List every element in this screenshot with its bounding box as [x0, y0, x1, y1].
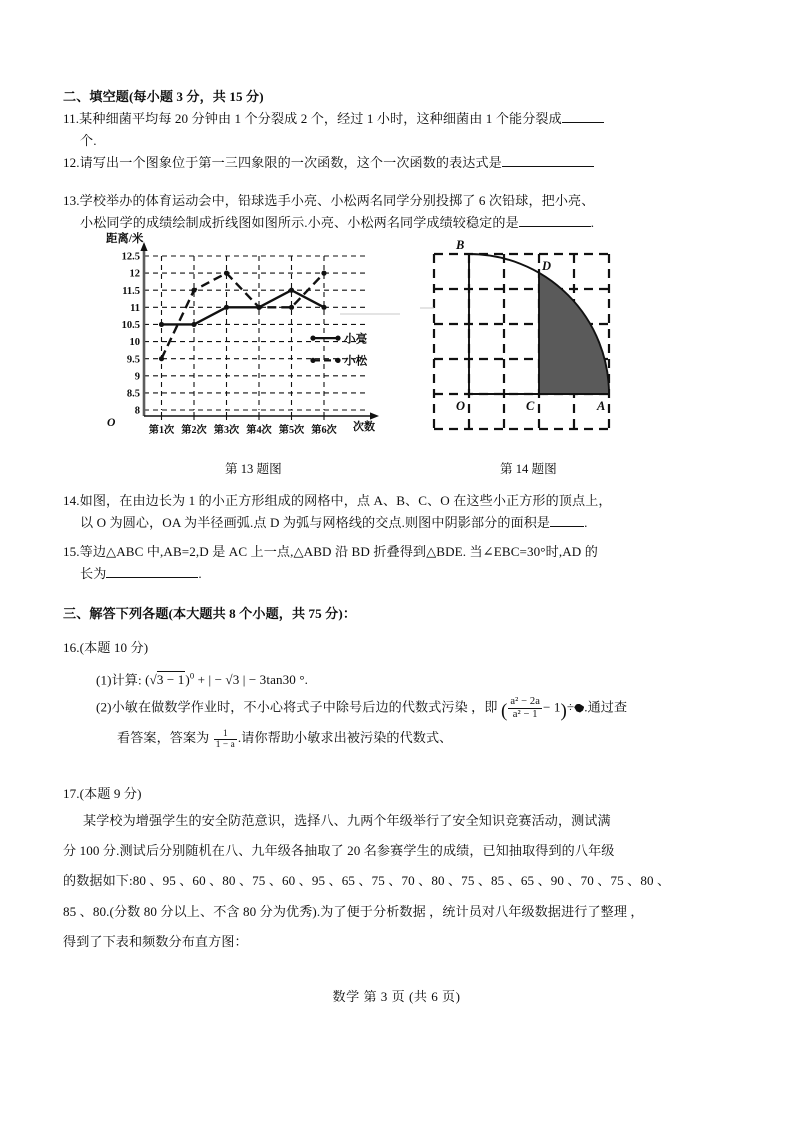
fraction-denominator: a² − 1: [508, 708, 542, 721]
answer-blank-14[interactable]: [550, 526, 584, 527]
question-14-line-2: [80, 512, 588, 535]
svg-text:10.5: 10.5: [121, 320, 140, 332]
svg-text:C: C: [526, 399, 535, 413]
question-14-period: .: [584, 515, 588, 530]
svg-text:第1次: 第1次: [148, 425, 175, 436]
fraction-numerator: a² − 2a: [510, 696, 540, 707]
question-12-text: 12.请写出一个图象位于第一三四象限的一次函数，这个一次函数的表达式是: [63, 155, 502, 170]
question-13-period: .: [590, 215, 595, 230]
svg-text:第4次: 第4次: [246, 425, 272, 436]
abs-term: | − √3 |: [208, 672, 246, 688]
grid-arc-svg: [420, 238, 650, 448]
division-sign: ÷: [566, 699, 575, 715]
close-paren: ): [560, 700, 567, 722]
svg-text:第2次: 第2次: [181, 425, 207, 436]
question-16-part-2-line-2: [117, 727, 452, 751]
question-15-line-2: [80, 563, 202, 586]
figure-13-line-chart: [100, 230, 400, 465]
page-footer: [0, 986, 793, 1009]
svg-text:第6次: 第6次: [311, 425, 337, 436]
svg-text:12.5: 12.5: [121, 251, 140, 263]
part-2-text-c: .通过查: [584, 699, 628, 715]
exponent-zero: 0: [189, 671, 195, 681]
fraction-1-over-1-minus-a: [213, 729, 238, 751]
answer-fraction-denominator: 1 − a: [215, 740, 235, 751]
part-2-text-d: 看答案，答案为: [117, 730, 210, 745]
question-15-line-1: 15.等边△ABC 中,AB=2,D 是 AC 上一点,△ABD 沿 BD 折叠得到△BDE. 当∠EBC=30°时,AD 的: [63, 544, 598, 559]
question-11-text: 11.某种细菌平均每 20 分钟由 1 个分裂成 2 个，经过 1 小时，这种细菌由 1 个能分裂成: [63, 111, 562, 126]
question-12: [63, 152, 594, 175]
figures-row: [0, 230, 793, 480]
answer-blank-11[interactable]: [562, 122, 604, 123]
question-15-text: 长为: [80, 566, 107, 581]
svg-text:8.5: 8.5: [126, 388, 140, 400]
question-16-title: 16.(本题 10 分): [63, 640, 149, 655]
svg-text:8: 8: [134, 405, 140, 417]
section-2-title: 二、填空题(每小题 3 分，共 15 分): [63, 89, 264, 104]
minus-one: − 1: [542, 699, 561, 715]
part-2-text-a: (2)小敏在做数学作业时，不小心将式子中除号后边的代数式污染 ，即: [96, 699, 498, 715]
svg-text:A: A: [597, 399, 606, 413]
question-17-title: 17.(本题 9 分): [63, 786, 142, 801]
question-11-line-1: [63, 108, 604, 131]
svg-text:9: 9: [134, 371, 140, 383]
svg-text:12: 12: [129, 268, 140, 280]
figure-14-caption: 第 14 题图: [500, 462, 557, 476]
y-axis-title: 距离/米: [106, 233, 144, 245]
figure-14-grid-arc: [420, 238, 650, 448]
svg-text:小松: 小松: [344, 354, 368, 368]
tan-term: − 3tan30: [248, 672, 296, 688]
answer-blank-15[interactable]: [106, 577, 198, 578]
question-13-line-1: 13.学校举办的体育运动会中，铅球选手小亮、小松两名同学分别投掷了 6 次铅球，把小亮、: [63, 193, 595, 208]
question-17-line-1: 某学校为增强学生的安全防范意识，选择八、九两个年级举行了安全知识竞赛活动，测试满: [83, 813, 611, 828]
origin-label: O: [107, 416, 116, 429]
part-2-text-e: .请你帮助小敏求出被污染的代数式、: [237, 730, 453, 745]
question-14-line-1: 14.如图，在由边长为 1 的小正方形组成的网格中，点 A、B、C、O 在这些小正方形的顶点上，: [63, 493, 612, 508]
svg-text:第5次: 第5次: [278, 425, 305, 436]
svg-text:D: D: [542, 258, 552, 273]
figure-13-caption: 第 13 题图: [225, 462, 282, 476]
answer-fraction-numerator: 1: [222, 728, 228, 739]
question-13-text: 小松同学的成绩绘制成折线图如图所示.小亮、小松两名同学成绩较稳定的是: [80, 215, 519, 230]
question-11-line-2: 个.: [80, 133, 97, 148]
part-1-prefix: (1)计算:: [96, 672, 142, 688]
question-14-text: 以 O 为圆心，OA 为半径画弧.点 D 为弧与网格线的交点.则图中阴影部分的面积是: [80, 515, 551, 530]
open-paren: (: [500, 700, 508, 722]
answer-blank-13[interactable]: [519, 226, 591, 227]
svg-text:9.5: 9.5: [126, 354, 140, 366]
question-17-line-2: 分 100 分.测试后分别随机在八、九年级各抽取了 20 名参赛学生的成绩，已知抽取得到的八年级: [63, 843, 615, 858]
question-15-period: .: [198, 566, 202, 581]
question-16-part-1: [96, 665, 308, 692]
svg-text:小亮: 小亮: [344, 332, 368, 346]
svg-text:11: 11: [130, 302, 140, 314]
footer-text: 数学 第 3 页 (共 6 页): [332, 989, 461, 1004]
svg-text:11.5: 11.5: [122, 285, 140, 297]
fraction-a2-2a-over-a2-1: [507, 696, 543, 721]
math-expression-1: $(√3 - 1)^0$ + | − √3 | − 3tan30 °.: [145, 671, 309, 688]
radicand-1: 3 − 1: [156, 672, 185, 688]
section-3-title: 三、解答下列各题(本大题共 8 个小题，共 75 分)：: [63, 606, 357, 621]
question-17-line-5: 得到了下表和频数分布直方图：: [63, 934, 248, 949]
svg-text:第3次: 第3次: [213, 425, 240, 436]
line-chart-svg: [100, 230, 400, 445]
question-17-line-3: 的数据如下:80 、95 、60 、80 、75 、60 、95 、65 、75 、70 、80 、75 、85 、65 、90 、70 、75 、80 、: [63, 873, 671, 888]
x-axis-title: 次数: [353, 421, 375, 433]
degree-symbol: °.: [299, 672, 309, 688]
svg-text:B: B: [456, 238, 465, 252]
ink-blot-icon: [574, 704, 584, 713]
svg-text:O: O: [456, 399, 466, 413]
question-16-part-2-line-1: [96, 696, 627, 721]
question-17-line-4: 85 、80.(分数 80 分以上、不含 80 分为优秀).为了便于分析数据 ，统计员对八年级数据进行了整理 ，: [63, 904, 644, 919]
answer-blank-12[interactable]: [502, 166, 594, 167]
svg-text:10: 10: [129, 337, 140, 349]
